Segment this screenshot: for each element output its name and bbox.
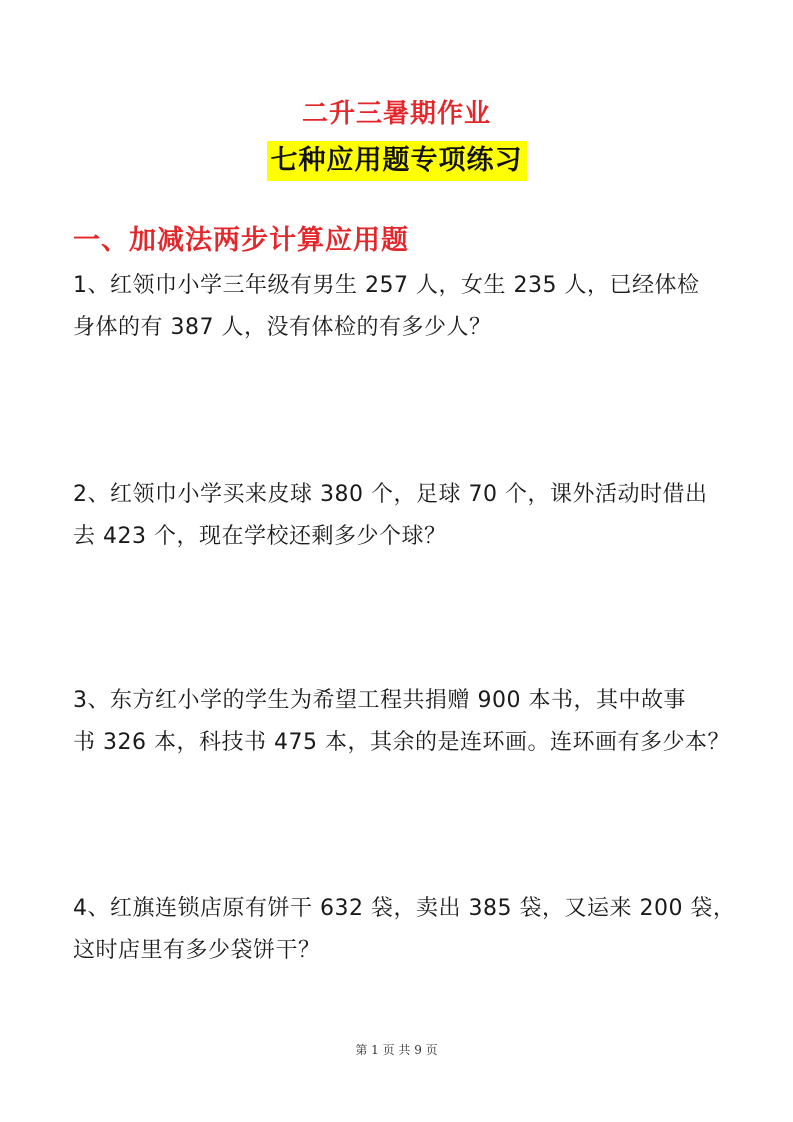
section-heading: 一、加减法两步计算应用题: [73, 225, 409, 256]
page-title: 二升三暑期作业: [301, 99, 491, 129]
problem-4-line-2: 这时店里有多少袋饼干？: [73, 938, 321, 963]
problem-2-line-1: 2、红领巾小学买来皮球 380 个，足球 70 个，课外活动时借出: [73, 482, 708, 507]
problem-4-line-1: 4、红旗连锁店原有饼干 632 袋，卖出 385 袋，又运来 200 袋，: [73, 896, 736, 921]
page-number-footer: 第 1 页 共 9 页: [355, 1043, 438, 1057]
page-subtitle-highlighted: 七种应用题专项练习: [267, 141, 527, 181]
subtitle-container: [0, 141, 793, 181]
problem-3-line-1: 3、东方红小学的学生为希望工程共捐赠 900 本书，其中故事: [73, 688, 686, 713]
problem-2-line-2: 去 423 个，现在学校还剩多少个球？: [73, 524, 447, 549]
problem-1: [73, 265, 723, 349]
problem-3-line-2: 书 326 本，科技书 475 本，其余的是连环画。连环画有多少本？: [73, 730, 730, 755]
problem-1-line-2: 身体的有 387 人，没有体检的有多少人？: [73, 315, 492, 340]
problem-4: [73, 888, 736, 972]
problem-1-line-1: 1、红领巾小学三年级有男生 257 人，女生 235 人，已经体检: [73, 273, 700, 298]
problem-3: [73, 680, 730, 764]
problem-2: [73, 474, 723, 558]
